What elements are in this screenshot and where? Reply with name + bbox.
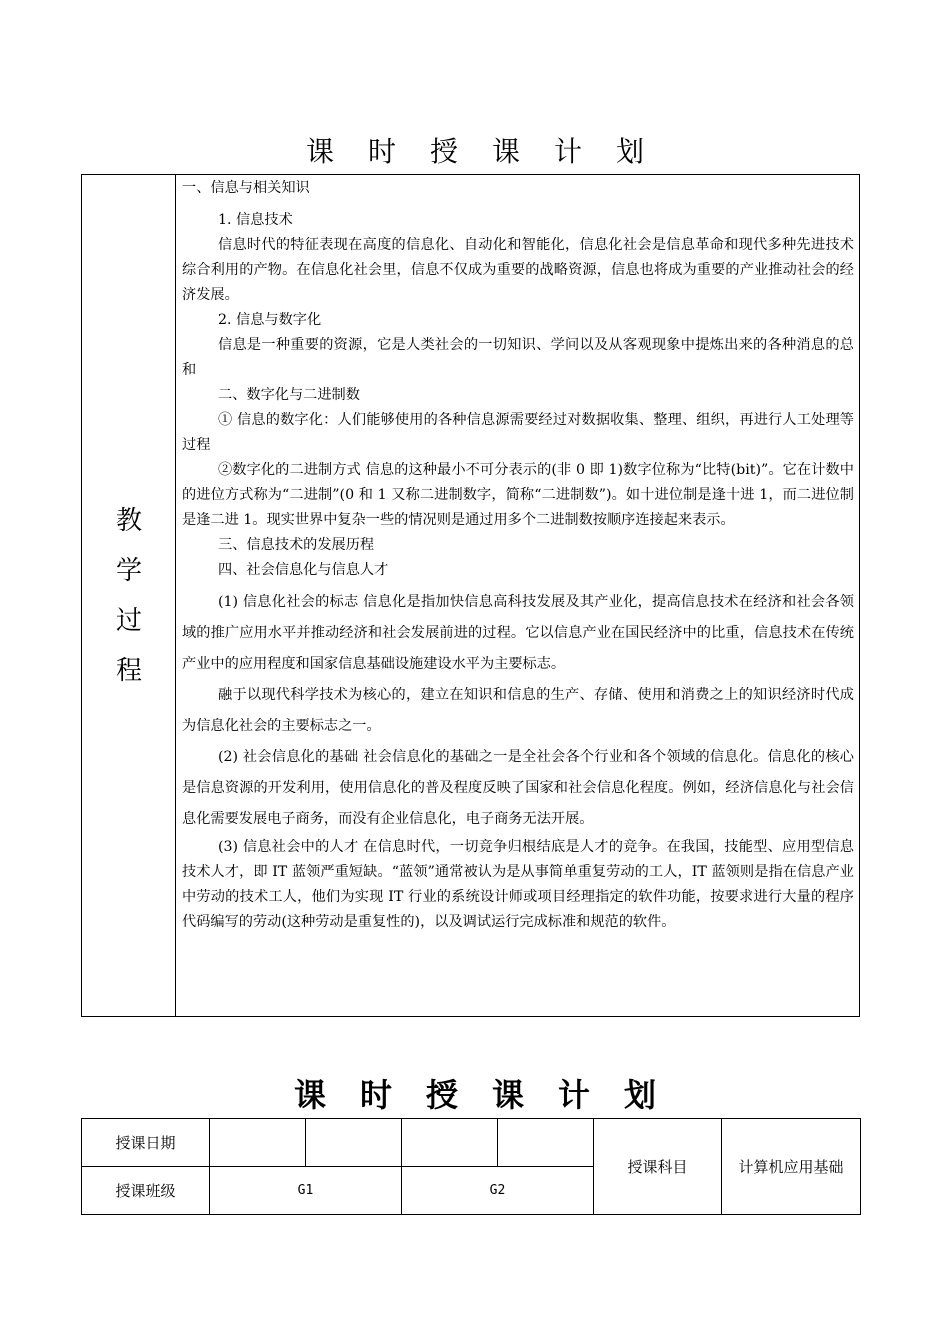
- date-cell: [306, 1119, 402, 1167]
- process-label: [82, 175, 176, 1016]
- section-heading: 三、信息技术的发展历程: [218, 537, 375, 553]
- paragraph: (1) 信息化社会的标志 信息化是指加快信息高科技发展及其产业化，提高信息技术在经济和社会各领域的推广应用水平并推动经济和社会发展前进的过程。它以信息产业在国民经济中的比重，信息技术在传统产业中的应用程度和国家信息基础设施建设水平为主要标志。: [182, 594, 854, 672]
- paragraph: 信息时代的特征表现在高度的信息化、自动化和智能化，信息化社会是信息革命和现代多种先进技术综合利用的产物。在信息化社会里，信息不仅成为重要的战略资源，信息也将成为重要的产业推动社会的经济发展。: [182, 237, 854, 303]
- paragraph: 融于以现代科学技术为核心的，建立在知识和信息的生产、存储、使用和消费之上的知识经济时代成为信息化社会的主要标志之一。: [182, 687, 854, 734]
- process-label-char: 学: [115, 555, 142, 586]
- section-heading: 一、信息与相关知识: [182, 180, 310, 196]
- paragraph: ① 信息的数字化：人们能够使用的各种信息源需要经过对数据收集、整理、组织，再进行人工处理等过程: [182, 412, 854, 453]
- subject-label: 授课科目: [594, 1119, 722, 1215]
- subsection-heading: 2. 信息与数字化: [218, 312, 322, 328]
- class-label: 授课班级: [82, 1167, 210, 1215]
- process-label-char: 程: [115, 655, 142, 686]
- page-title: 课时授课计划: [305, 135, 678, 168]
- page-title-second: 课时授课计划: [293, 1076, 690, 1114]
- date-cell: [402, 1119, 498, 1167]
- process-label-char: 过: [115, 605, 142, 636]
- subject-value: 计算机应用基础: [722, 1119, 861, 1215]
- paragraph: (3) 信息社会中的人才 在信息时代，一切竞争归根结底是人才的竞争。在我国，技能型、应用型信息技术人才，即 IT 蓝领严重短缺。“蓝领”通常被认为是从事简单重复劳动的工人，IT 蓝领则是指在信息产业中劳动的技术工人，他们为实现 IT 行业的系统设计师或项目经理指定的软件功能，按要求进行大量的程序代码编写的劳动(这种劳动是重复性的)，以及调试运行完成标准和规范的软件。: [182, 839, 854, 930]
- paragraph: (2) 社会信息化的基础 社会信息化的基础之一是全社会各个行业和各个领域的信息化。信息化的核心是信息资源的开发利用，使用信息化的普及程度反映了国家和社会信息化程度。例如，经济信息化与社会信息化需要发展电子商务，而没有企业信息化，电子商务无法开展。: [182, 749, 854, 827]
- process-label-cell: [82, 175, 176, 1016]
- section-heading: 二、数字化与二进制数: [218, 387, 360, 403]
- subsection-heading: 1. 信息技术: [218, 212, 293, 228]
- teaching-process-table: [81, 174, 860, 1017]
- class-g2: G2: [402, 1167, 594, 1215]
- date-cell: [210, 1119, 306, 1167]
- paragraph: ②数字化的二进制方式 信息的这种最小不可分表示的(非 0 即 1)数字位称为“比特(bit)”。它在计数中的进位方式称为“二进制”(0 和 1 又称二进制数字，简称“二进制数”)。如十进位制是逢十进 1，而二进位制是逢二进 1。现实世界中复杂一些的情况则是通过用多个二进制数按顺序连接起来表示。: [182, 462, 854, 528]
- paragraph: 信息是一种重要的资源，它是人类社会的一切知识、学问以及从客观现象中提炼出来的各种消息的总和: [182, 337, 854, 378]
- date-label: 授课日期: [82, 1119, 210, 1167]
- date-cell: [498, 1119, 594, 1167]
- section-heading: 四、社会信息化与信息人才: [218, 562, 389, 578]
- schedule-table: [81, 1118, 861, 1215]
- process-label-char: 教: [115, 505, 142, 536]
- process-content: [182, 176, 854, 935]
- class-g1: G1: [210, 1167, 402, 1215]
